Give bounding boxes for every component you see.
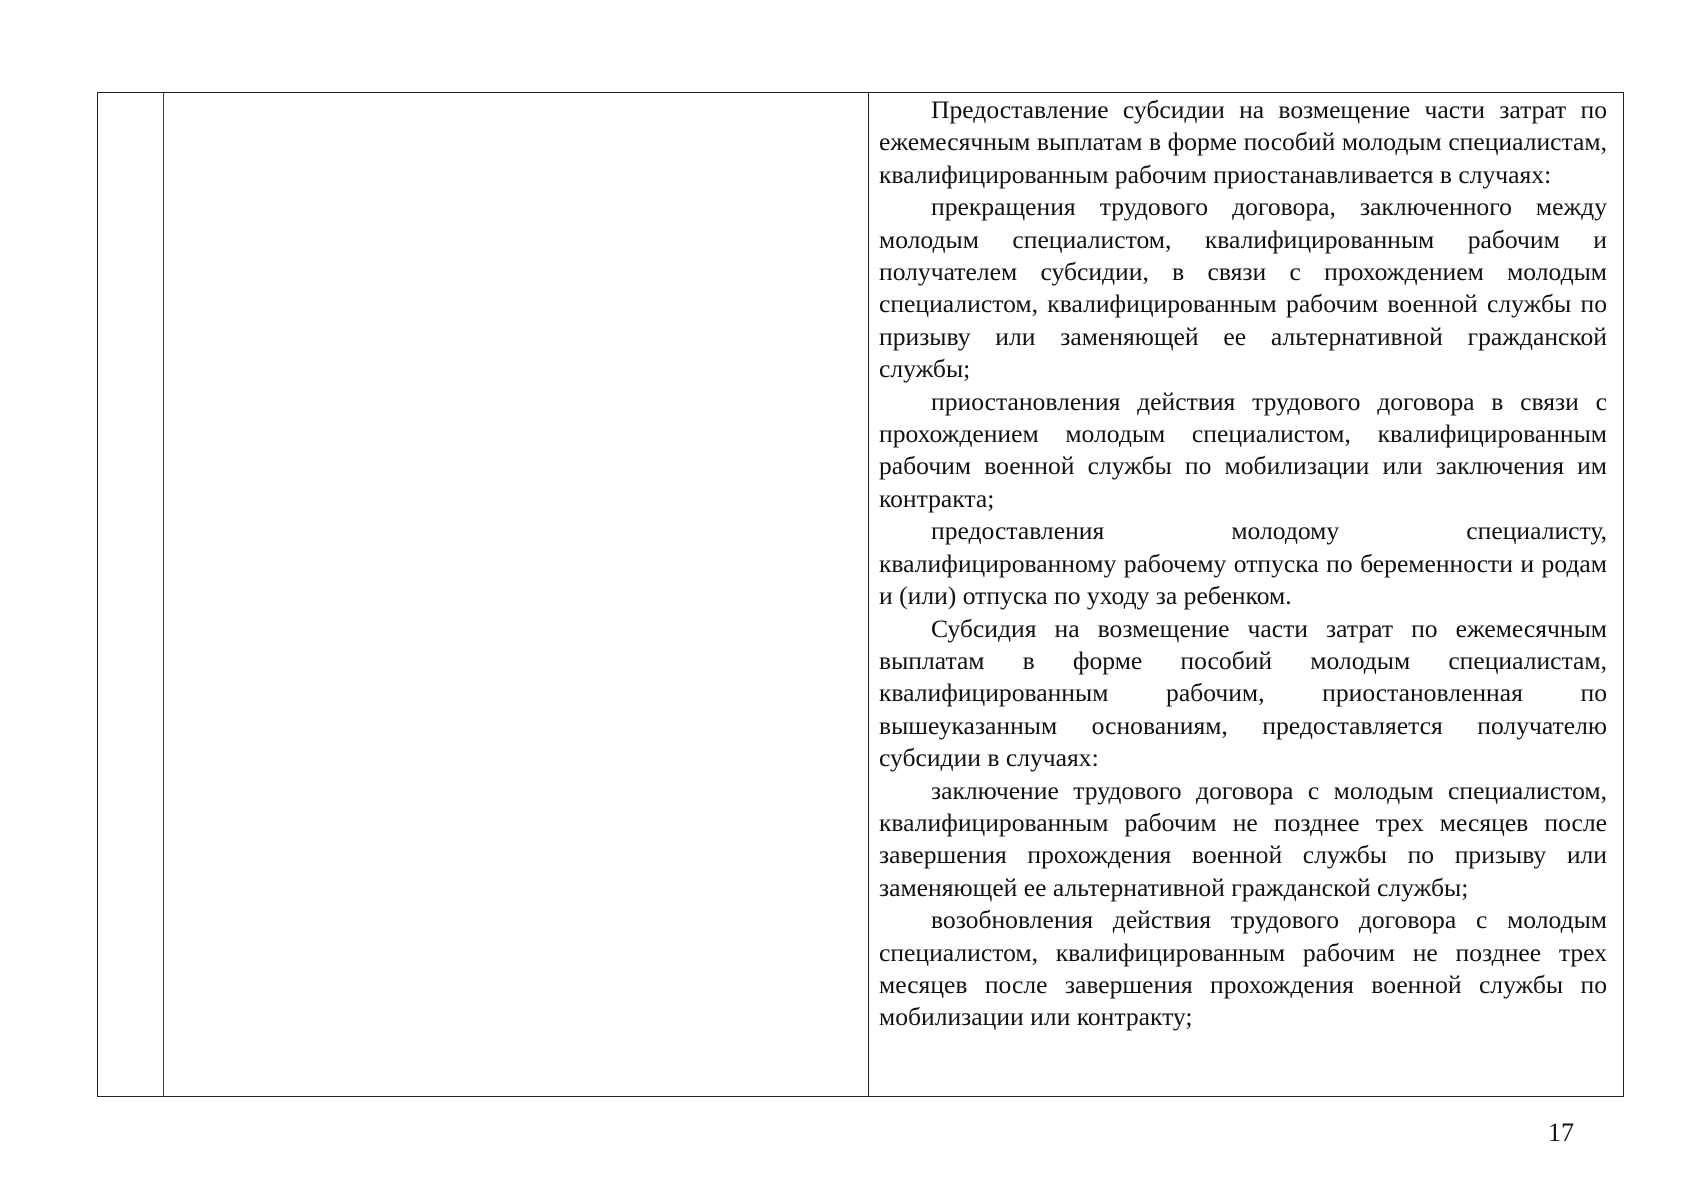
paragraph-contract-suspension: приостановления действия трудового договора в связи с прохождением молодым специалистом, квалифицированным рабочим военной службы по мобилизации или заключения им контракта;: [879, 386, 1607, 513]
paragraph-contract-termination: прекращения трудового договора, заключенного между молодым специалистом, квалифицированным рабочим и получателем субсидии, в связи с прохождением молодым специалистом, квалифицированным рабочим военной службы по призыву или заменяющей ее альтернативной гражданской службы;: [879, 192, 1607, 384]
column-divider-first: [163, 93, 164, 1096]
paragraph-maternity-leave: предоставления молодому специалисту, квалифицированному рабочему отпуска по беременности и родам и (или) отпуска по уходу за ребенком.: [879, 516, 1607, 611]
paragraph-resumption-intro: Субсидия на возмещение части затрат по ежемесячным выплатам в форме пособий молодым специалистам, квалифицированным рабочим, приостановленная по вышеуказанным основаниям, предоставляется получателю субсидии в случаях:: [879, 613, 1607, 773]
table-text-cell: [879, 94, 1607, 1034]
paragraph-suspension-intro: Предоставление субсидии на возмещение части затрат по ежемесячным выплатам в форме пособий молодым специалистам, квалифицированным рабочим приостанавливается в случаях:: [879, 95, 1607, 189]
paragraph-contract-resumption: возобновления действия трудового договора с молодым специалистом, квалифицированным рабочим не позднее трех месяцев после завершения прохождения военной службы по мобилизации или контракту;: [879, 905, 1607, 1032]
document-table: [97, 92, 1624, 1097]
page-number: 17: [1548, 1118, 1574, 1147]
column-divider-second: [868, 93, 869, 1096]
paragraph-new-contract: заключение трудового договора с молодым специалистом, квалифицированным рабочим не позднее трех месяцев после завершения прохождения военной службы по призыву или заменяющей ее альтернативной гражданской службы;: [879, 775, 1607, 902]
